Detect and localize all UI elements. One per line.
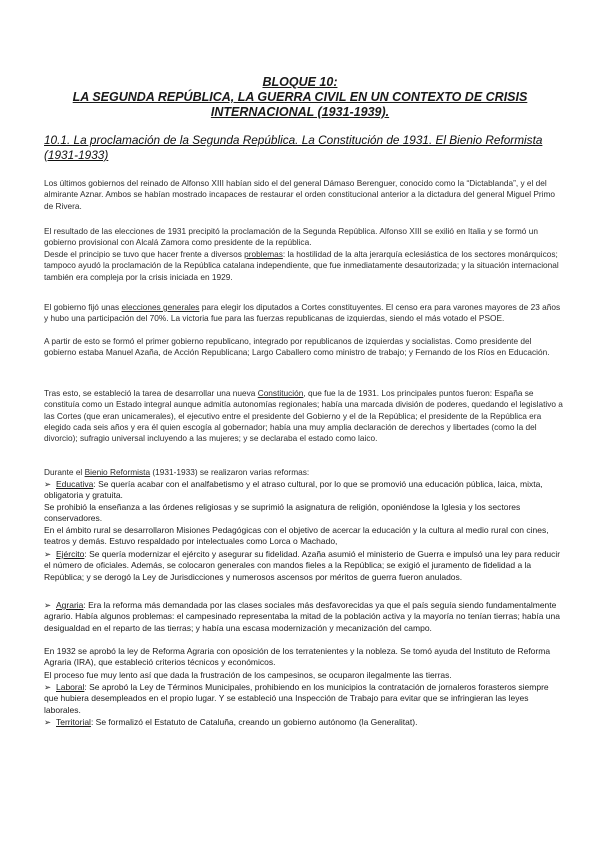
reform-label: Laboral [56,682,85,692]
paragraph-problemas: Desde el principio se tuvo que hacer frente a diversos problemas: la hostilidad de la alta jerarquía eclesiástica de los sectores monárquicos; tampoco ayudó la proclamación de la República catalana independiente, que fue inmediatamente desautorizada; y la situación internacional también era compleja por la crisis iniciada en 1929. [44,249,559,282]
underlined-term: elecciones generales [121,302,200,312]
list-item-laboral: ➢ Laboral: Se aprobó la Ley de Términos Municipales, prohibiendo en los municipios la contratación de jornaleros forasteros siempre que hubiera desempleados en el propio lugar. Y se estableció una Inspección de Trabajo para evitar que se infringieran las leyes laborales. [44,682,549,715]
paragraph-elecciones-generales: El gobierno fijó unas elecciones generales para elegir los diputados a Cortes constituyentes. El censo era para varones mayores de 23 años y hubo una participación del 70%. La victoria fue para las fuerzas republicanas de izquierdas, siendo el más votado el PSOE. [44,302,561,324]
reform-label: Agraria [56,600,84,610]
paragraph-gobiernos-alfonso: Los últimos gobiernos del reinado de Alfonso XIII habían sido el del general Dámaso Berenguer, conocido como la “Dictablanda”, y el del almirante Aznar. Ambos se habían mostrado incapaces de restaurar el orden constitucional anterior a la dictadura del general Miguel Primo de Rivera. [44,178,556,211]
paragraph-elecciones-1931: El resultado de las elecciones de 1931 precipitó la proclamación de la Segunda República. Alfonso XIII se exilió en Italia y se formó un gobierno provisional con Alcalá Zamora como presidente de la república. [44,226,538,248]
arrow-bullet-icon: ➢ [44,549,52,559]
paragraph-educativa-religion: Se prohibió la enseñanza a las órdenes religiosas y se suprimió la asignatura de religión, oponiéndose la Iglesia y los sectores conservadores. [44,502,521,524]
list-item-territorial: ➢ Territorial: Se formalizó el Estatuto de Cataluña, creando un gobierno autónomo (la Generalitat). [44,717,418,727]
reform-label: Territorial [56,717,91,727]
underlined-term: Constitución [257,388,304,398]
reform-label: Educativa [56,479,94,489]
underlined-term: Bienio Reformista [84,467,151,477]
section-title-line: 10.1. La proclamación de la Segunda República. La Constitución de 1931. El Bienio Reformista [44,133,543,147]
reform-label: Ejército [56,549,85,559]
list-item-educativa: ➢ Educativa: Se quería acabar con el analfabetismo y el atraso cultural, por lo que se promovió una educación pública, laica, mixta, obligatoria y gratuita. [44,479,543,501]
bloque-title-line: LA SEGUNDA REPÚBLICA, LA GUERRA CIVIL EN UN CONTEXTO DE CRISIS [72,90,528,104]
arrow-bullet-icon: ➢ [44,479,52,489]
paragraph-ley-reforma-agraria: En 1932 se aprobó la ley de Reforma Agraria con oposición de los terratenientes y la nobleza. Se tomó ayuda del Instituto de Reforma Agraria (IRA), que estableció criterios técnicos y económicos. [44,646,551,668]
bloque-number: BLOQUE 10: [262,75,338,89]
arrow-bullet-icon: ➢ [44,682,52,692]
paragraph-misiones-pedagogicas: En el ámbito rural se desarrollaron Misiones Pedagógicas con el objetivo de acercar la educación y la cultura al medio rural con cines, teatros y demás. Estuvo respaldado por intelectuales como Lorca o Machado, [44,525,549,547]
bloque-heading [40,75,560,120]
paragraph-constitucion: Tras esto, se estableció la tarea de desarrollar una nueva Constitución, que fue la de 1931. Los principales puntos fueron: España se constituía como un Estado integral aunque admitía autonomías regionales; había una marcada división de poderes, quedando el legislativo a las Cortes (que eran unicamerales), el ejecutivo entre el presidente del Gobierno y el de la República; el presidente de la República era elegido cada seis años y era él quien escogía al gobernador; había una muy amplia declaración de derechos y libertades (como la del divorcio); sufragio universal incluyendo a las mujeres; y se declaraba el estado como laico. [44,388,563,444]
paragraph-primer-gobierno: A partir de esto se formó el primer gobierno republicano, integrado por republicanos de izquierdas y socialistas. Como presidente del gobierno estaba Manuel Azaña, de Acción Republicana; Largo Caballero como ministro de trabajo; y Fernando de los Ríos en Educación. [44,336,550,358]
arrow-bullet-icon: ➢ [44,717,52,727]
bloque-title-line: INTERNACIONAL (1931-1939). [210,105,390,119]
paragraph-bienio-intro: Durante el Bienio Reformista (1931-1933) se realizaron varias reformas: [44,467,310,477]
paragraph-proceso-lento: El proceso fue muy lento así que dada la frustración de los campesinos, se ocuparon ilegalmente las tierras. [44,670,452,680]
section-title-line: (1931-1933) [44,148,109,162]
list-item-ejercito: ➢ Ejército: Se quería modernizar el ejército y asegurar su fidelidad. Azaña asumió el ministerio de Guerra e impulsó una ley para reducir el número de oficiales. Además, se colocaron generales con mandos fieles a la República; se exigió el juramento de fidelidad a la República; y se derogó la Ley de Jurisdicciones y numerosos ascensos por méritos de guerra fueron anulados. [44,549,561,582]
list-item-agraria: ➢ Agraria: Era la reforma más demandada por las clases sociales más desfavorecidas ya que el país seguía siendo fundamentalmente agrario. Había algunos problemas: el campesinado representaba la mitad de la población activa y la mayoría no tenían tierras; había una desigualdad en el reparto de las tierras; y había una escasa modernización y mecanización del campo. [44,600,560,633]
underlined-term: problemas [244,249,283,259]
arrow-bullet-icon: ➢ [44,600,52,610]
section-heading [44,133,564,163]
